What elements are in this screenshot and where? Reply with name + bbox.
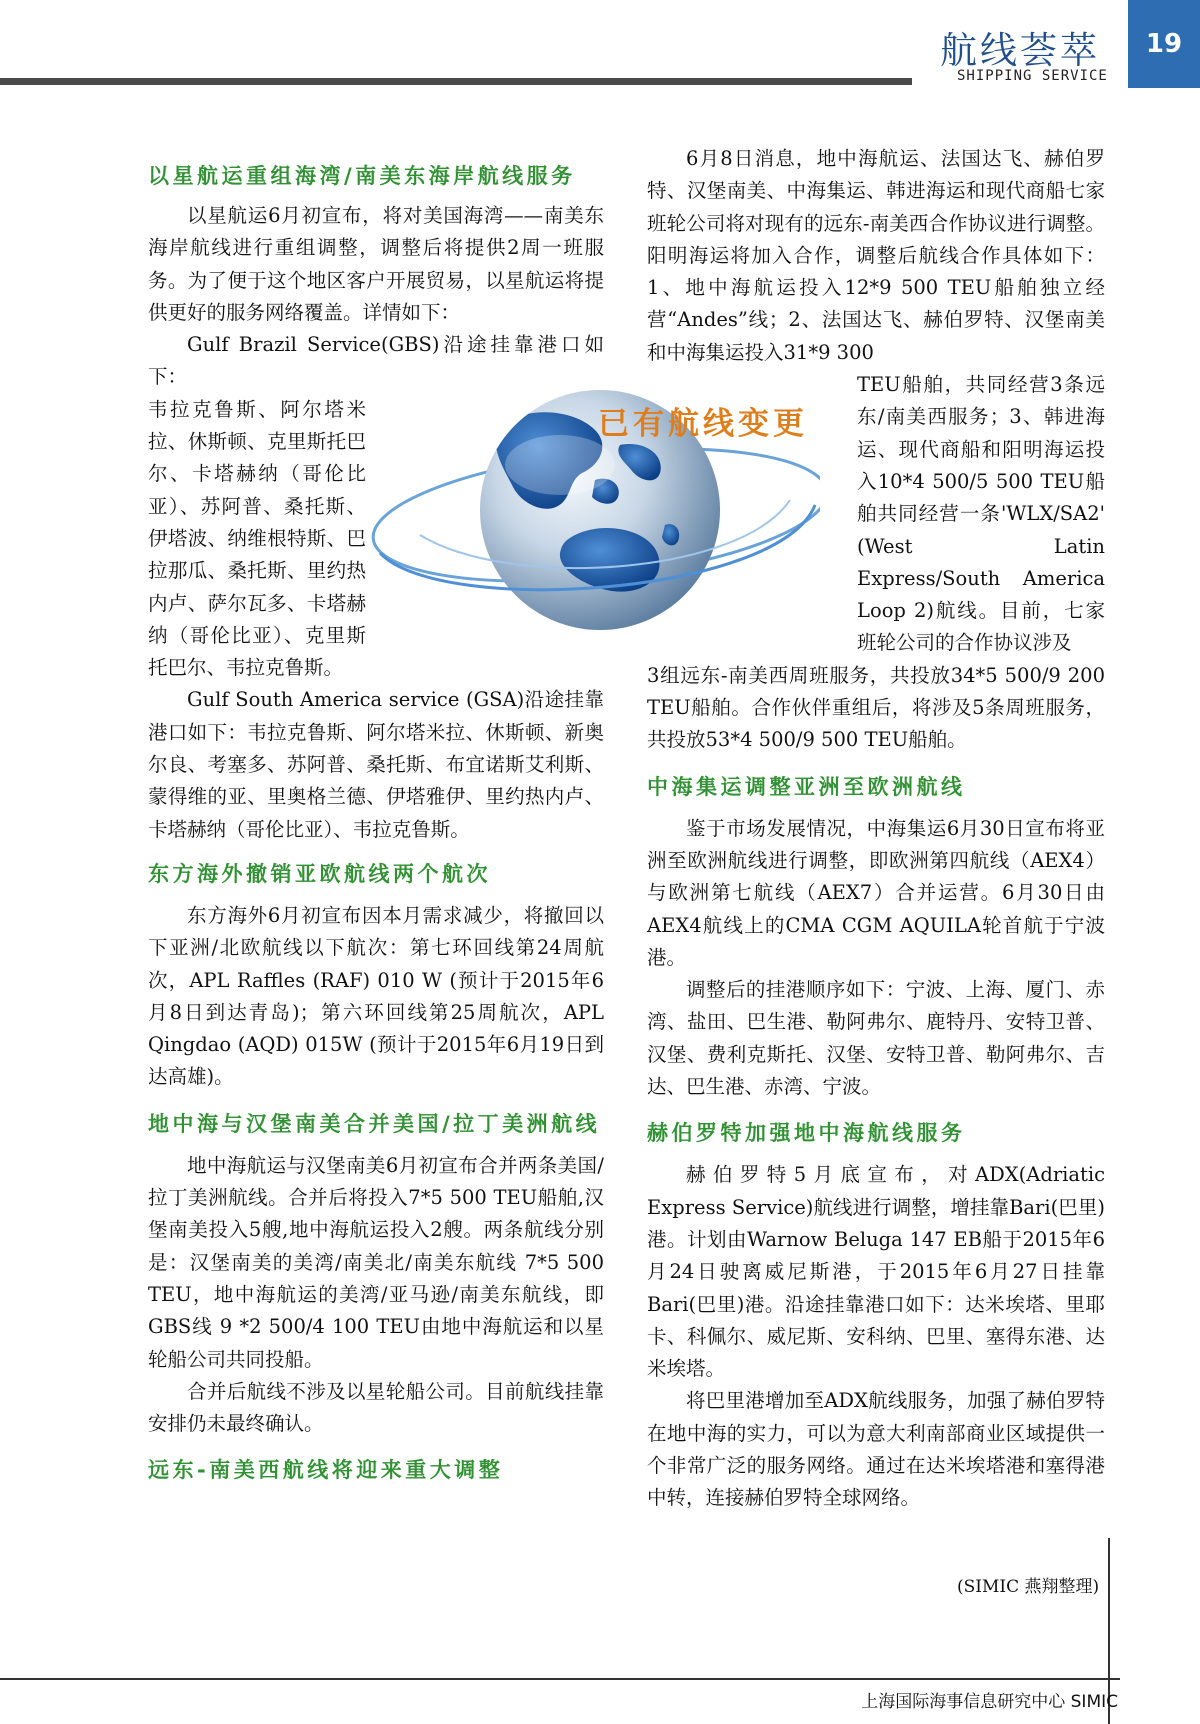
page-number: 19 xyxy=(1128,0,1200,88)
paragraph: 以星航运6月初宣布，将对美国海湾——南美东海岸航线进行重组调整，调整后将提供2周一班服务。为了便于这个地区客户开展贸易，以星航运将提供更好的服务网络覆盖。详情如下： xyxy=(148,204,604,324)
footer-text: 上海国际海事信息研究中心 SIMIC xyxy=(861,1692,1118,1712)
paragraph: 合并后航线不涉及以星轮船公司。目前航线挂靠安排仍未最终确认。 xyxy=(148,1379,604,1436)
paragraph: 鉴于市场发展情况，中海集运6月30日宣布将亚洲至欧洲航线进行调整，即欧洲第四航线（AEX4）与欧洲第七航线（AEX7）合并运营。6月30日由AEX4航线上的CMA CGM AQUILA轮首航于宁波港。 xyxy=(647,816,1105,969)
paragraph: 调整后的挂港顺序如下：宁波、上海、厦门、赤湾、盐田、巴生港、勒阿弗尔、鹿特丹、安特卫普、汉堡、费利克斯托、汉堡、安特卫普、勒阿弗尔、吉达、巴生港、赤湾、宁波。 xyxy=(647,978,1105,1099)
paragraph: 3组远东-南美西周班服务，共投放34*5 500/9 200 TEU船舶。合作伙伴重组后，将涉及5条周班服务，共投放53*4 500/9 500 TEU船舶。 xyxy=(647,663,1105,752)
article-heading: 以星航运重组海湾/南美东海岸航线服务 xyxy=(148,164,576,188)
right-column xyxy=(647,143,1105,1515)
paragraph: 地中海航运与汉堡南美6月初宣布合并两条美国/拉丁美洲航线。合并后将投入7*5 500 TEU船舶,汉堡南美投入5艘,地中海航运投入2艘。两条航线分别是：汉堡南美的美湾/南美北/南美东航线 7*5 500 TEU，地中海航运的美湾/亚马逊/南美东航线，即GBS线 9 *2 500/4 100 TEU由地中海航运和以星轮船公司共同投船。 xyxy=(148,1153,604,1371)
article-heading: 中海集运调整亚洲至欧洲航线 xyxy=(647,774,966,799)
paragraph: 韦拉克鲁斯、阿尔塔米拉、休斯顿、克里斯托巴尔、卡塔赫纳（哥伦比亚）、苏阿普、桑托斯、伊塔波、纳维根特斯、巴拉那瓜、桑托斯、里约热内卢、萨尔瓦多、卡塔赫纳（哥伦比亚）、克里斯托巴尔、韦拉克鲁斯。 xyxy=(148,397,366,680)
article-heading: 东方海外撤销亚欧航线两个航次 xyxy=(148,861,491,886)
figure-title: 已有航线变更 xyxy=(598,406,808,442)
article-heading: 地中海与汉堡南美合并美国/拉丁美洲航线 xyxy=(148,1111,601,1136)
article-heading: 远东-南美西航线将迎来重大调整 xyxy=(148,1458,504,1483)
paragraph: Gulf Brazil Service(GBS)沿途挂靠港口如下： xyxy=(148,333,604,389)
section-subtitle: SHIPPING SERVICE xyxy=(957,68,1108,84)
article-heading: 赫伯罗特加强地中海航线服务 xyxy=(647,1121,966,1146)
footer-rule xyxy=(0,1678,1120,1680)
left-column xyxy=(148,160,604,1486)
paragraph: 6月8日消息，地中海航运、法国达飞、赫伯罗特、汉堡南美、中海集运、韩进海运和现代商船七家班轮公司将对现有的远东-南美西合作协议进行调整。阳明海运将加入合作，调整后航线合作具体如下：1、地中海航运投入12*9 500 TEU船舶独立经营“Andes”线；2、法国达飞、赫伯罗特、汉堡南美和中海集运投入31*9 300 xyxy=(647,147,1105,364)
paragraph: TEU船舶，共同经营3条远东/南美西服务；3、韩进海运、现代商船和阳明海运投入10*4 500/5 500 TEU船舶共同经营一条'WLX/SA2' (West Latin Express/South America Loop 2)航线。目前，七家班轮公司的合作协议涉及 xyxy=(857,373,1105,655)
paragraph: 将巴里港增加至ADX航线服务，加强了赫伯罗特在地中海的实力，可以为意大利南部商业区域提供一个非常广泛的服务网络。通过在达米埃塔港和塞得港中转，连接赫伯罗特全球网络。 xyxy=(647,1389,1105,1510)
header-rule xyxy=(0,78,912,85)
paragraph: Gulf South America service (GSA)沿途挂靠港口如下：韦拉克鲁斯、阿尔塔米拉、休斯顿、新奥尔良、考塞多、苏阿普、桑托斯、布宜诺斯艾利斯、蒙得维的亚、里奥格兰德、伊塔雅伊、里约热内卢、卡塔赫纳（哥伦比亚）、韦拉克鲁斯。 xyxy=(148,688,604,841)
section-title: 航线荟萃 xyxy=(940,29,1100,72)
paragraph: 东方海外6月初宣布因本月需求减少，将撤回以下亚洲/北欧航线以下航次：第七环回线第24周航次，APL Raffles (RAF) 010 W (预计于2015年6月8日到达青岛)；第六环回线第25周航次，APL Qingdao (AQD) 015W (预计于2015年6月19日到达高雄)。 xyxy=(148,903,604,1089)
credit-line: (SIMIC 燕翔整理) xyxy=(957,1577,1100,1597)
paragraph: 赫伯罗特5月底宣布，对ADX(Adriatic Express Service)航线进行调整，增挂靠Bari(巴里)港。计划由Warnow Beluga 147 EB船于2015年6月24日驶离威尼斯港，于2015年6月27日挂靠Bari(巴里)港。沿途挂靠港口如下：达米埃塔、里耶卡、科佩尔、威尼斯、安科纳、巴里、塞得东港、达米埃塔。 xyxy=(647,1163,1105,1381)
